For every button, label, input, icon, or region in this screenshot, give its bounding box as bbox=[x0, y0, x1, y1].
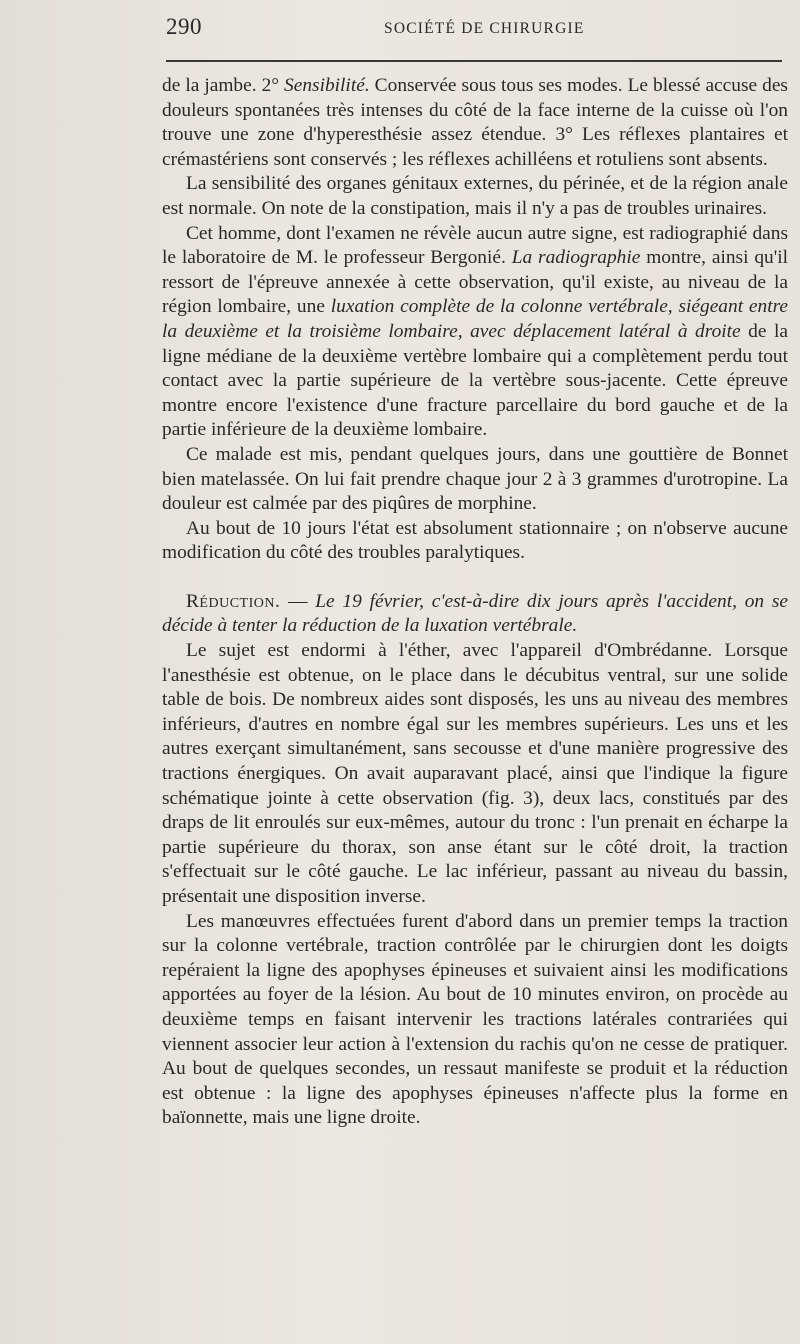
text-run: Au bout de 10 jours l'état est absolument stationnaire ; on n'observe aucune modification du côté des troubles paralytiques. bbox=[162, 517, 788, 564]
header-rule bbox=[166, 60, 782, 62]
paragraph bbox=[162, 222, 788, 443]
paragraph bbox=[162, 74, 788, 172]
text-run: La sensibilité des organes génitaux externes, du périnée, et de la région anale est normale. On note de la constipation, mais il n'y a pas de troubles urinaires. bbox=[162, 173, 788, 219]
body-text bbox=[162, 74, 788, 1131]
paragraph bbox=[162, 172, 788, 221]
paragraph bbox=[162, 443, 788, 517]
text-run: — bbox=[280, 590, 316, 612]
paragraph bbox=[162, 910, 788, 1131]
section-paragraph bbox=[162, 590, 788, 639]
text-run: de la jambe. 2° bbox=[162, 75, 285, 96]
text-run: Les manœuvres effectuées furent d'abord dans un premier temps la traction sur la colonne vertébrale, traction contrôlée par le chirurgien dont les doigts repéraient la ligne des apophyses épineuses et suivaient ainsi les modifications apportées au foyer de la lésion. Au bout de 10 minutes environ, on procède au deuxième temps en faisant intervenir les tractions latérales contrariées qui viennent associer leur action à l'extension du rachis qu'on ne cesse de pratiquer. Au bout de quelques secondes, un ressaut manifeste se produit et la réduction est obtenue : la ligne des apophyses épineuses n'affecte plus la forme en baïonnette, mais une ligne droite. bbox=[162, 910, 788, 1129]
text-run: Cet homme, dont l'examen ne révèle aucun autre signe, est radiographié dans le laboratoire de M. le professeur Bergonié. bbox=[162, 222, 788, 269]
running-head: SOCIÉTÉ DE CHIRURGIE bbox=[384, 20, 585, 37]
italic-text: Le 19 février, c'est-à-dire dix jours après l'accident, on se décide à tenter la réduction de la luxation vertébrale. bbox=[162, 590, 789, 637]
text-run: Le sujet est endormi à l'éther, avec l'appareil d'Ombrédanne. Lorsque l'anesthésie est obtenue, on le place dans le décubitus ventral, sur une solide table de bois. De nombreux aides sont disposés, les uns au niveau des membres inférieurs, d'autres en nombre égal sur les membres supérieurs. Les uns et les autres exerçant simultanément, sans secousse et d'une manière progressive des tractions énergiques. On avait auparavant placé, ainsi que l'indique la figure schématique jointe à cette observation (fig. 3), deux lacs, constitués par des draps de lit enroulés sur eux-mêmes, autour du tronc : l'un prenait en écharpe la partie supérieure du thorax, son anse étant sur le côté droit, la traction s'effectuait sur le côté gauche. Le lac inférieur, passant au niveau du bassin, présentait une disposition inverse. bbox=[162, 640, 788, 907]
italic-text: Sensibilité. bbox=[284, 75, 370, 96]
section-title: Réduction. bbox=[186, 590, 281, 612]
text-run: montre, ainsi qu'il ressort de l'épreuve annexée à cette observation, qu'il existe, au niveau de la région lombaire, une bbox=[162, 247, 788, 318]
page-number: 290 bbox=[166, 14, 202, 39]
paragraph bbox=[162, 639, 788, 910]
text-run: Conservée sous tous ses modes. Le blessé accuse des douleurs spontanées très intenses du côté de la face interne de la cuisse où l'on trouve une zone d'hyperesthésie assez étendue. 3° Les réflexes plantaires et crémastériens sont conservés ; les réflexes achilléens et rotuliens sont absents. bbox=[162, 75, 788, 170]
text-run: Ce malade est mis, pendant quelques jours, dans une gouttière de Bonnet bien matelassée. On lui fait prendre chaque jour 2 à 3 grammes d'urotropine. La douleur est calmée par des piqûres de morphine. bbox=[162, 443, 788, 515]
text-run: de la ligne médiane de la deuxième vertèbre lombaire qui a complètement perdu tout contact avec la partie supérieure de la vertèbre sous-jacente. Cette épreuve montre encore l'existence d'une fracture parcellaire du bord gauche et de la partie inférieure de la deuxième lombaire. bbox=[162, 320, 788, 441]
italic-text: La radiographie bbox=[511, 247, 641, 269]
italic-text: luxation complète de la colonne vertébrale, siégeant entre la deuxième et la troisième lombaire, avec déplacement latéral à droite bbox=[162, 296, 789, 342]
page-header bbox=[166, 14, 790, 44]
paragraph bbox=[162, 517, 788, 566]
